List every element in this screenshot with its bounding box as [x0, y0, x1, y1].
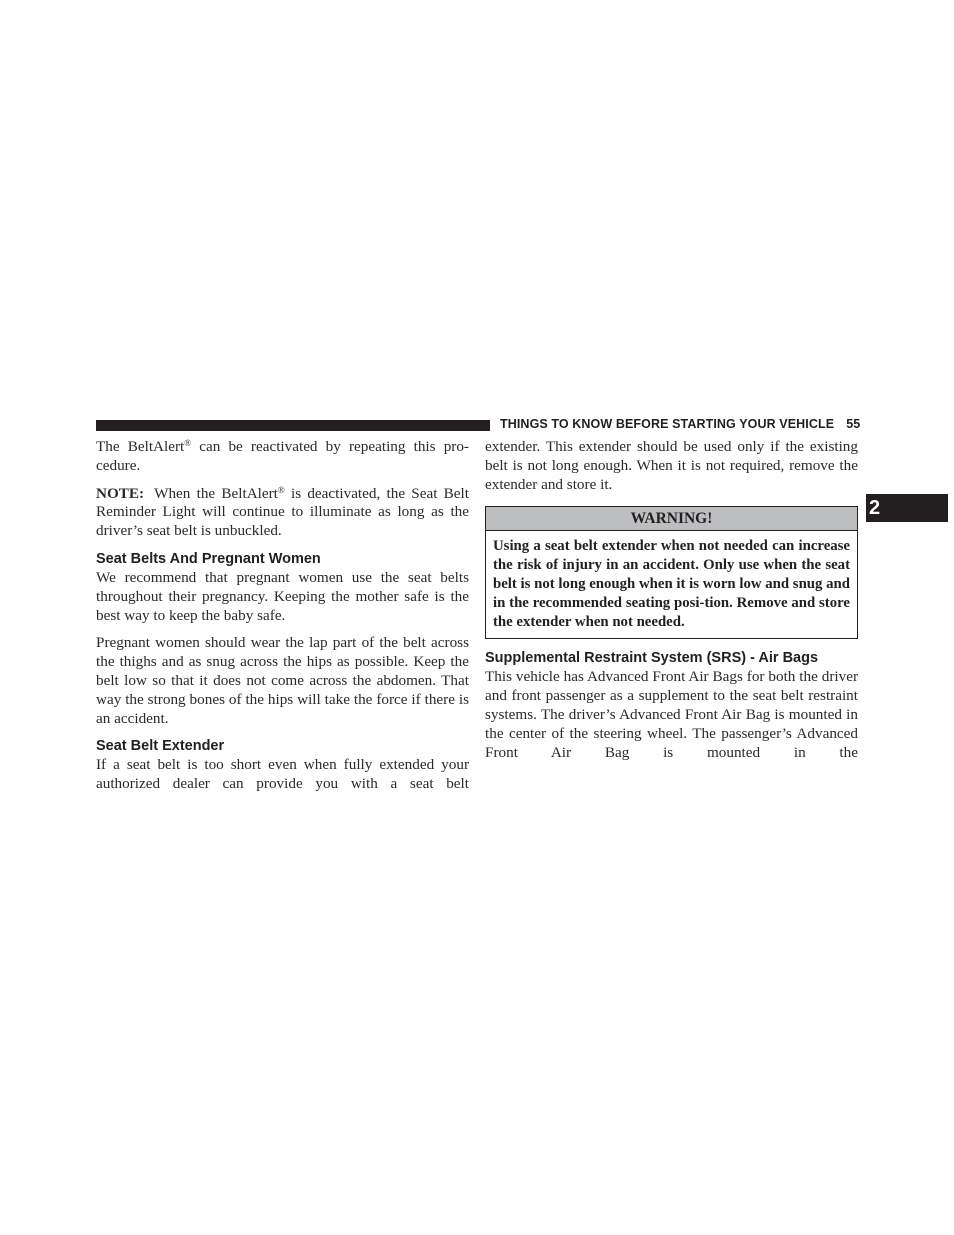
srs-paragraph: This vehicle has Advanced Front Air Bags for both the driver and front passenger as a supplement to the seat belt restraint systems. The driver’s Advanced Front Air Bag is mounted in the center of the steering wheel. The passenger’s Advanced Front Air Bag is mounted in the — [485, 668, 858, 761]
chapter-tab: 2 — [866, 494, 948, 522]
running-header — [500, 417, 861, 431]
heading-srs-air-bags: Supplemental Restraint System (SRS) - Air Bags — [485, 650, 819, 667]
pregnant-paragraph-2: Pregnant women should wear the lap part of the belt across the thighs and as snug across the hips as possible. Keep the belt low so that it does not come across the abdomen. That way the strong bones of the hips will take the force if there is an accident. — [96, 634, 469, 727]
extender-paragraph: If a seat belt is too short even when fully extended your authorized dealer can provide you with a seat belt — [96, 756, 469, 793]
warning-box — [485, 506, 858, 639]
left-column — [96, 438, 469, 794]
registered-mark: ® — [184, 438, 192, 448]
page-number: 55 — [846, 417, 861, 431]
registered-mark: ® — [277, 484, 285, 495]
header-rule — [96, 420, 490, 431]
note-paragraph: NOTE: When the BeltAlert® is deactivated, the Seat Belt Reminder Light will continue to illuminate as long as the driver’s seat belt is unbuckled. — [96, 484, 469, 540]
pregnant-paragraph-1: We recommend that pregnant women use the seat belts throughout their pregnancy. Keeping the mother safe is the best way to keep the baby safe. — [96, 568, 469, 624]
extender-paragraph-continued: extender. This extender should be used only if the existing belt is not long enough. When it is not required, remove the extender and store it. — [485, 438, 858, 493]
note-label: NOTE: — [96, 484, 145, 502]
heading-seat-belt-extender: Seat Belt Extender — [96, 738, 225, 755]
beltalert-reactivate-paragraph: The BeltAlert® can be reactivated by repeating this pro-cedure. — [96, 438, 469, 474]
section-title: THINGS TO KNOW BEFORE STARTING YOUR VEHICLE — [500, 417, 835, 431]
heading-pregnant-women: Seat Belts And Pregnant Women — [96, 550, 321, 567]
warning-title: WARNING! — [486, 507, 857, 531]
warning-text: Using a seat belt extender when not needed can increase the risk of injury in an accident. Only use when the seat belt is not long enough when it is worn low and snug and in the recommended seating posi-tion. Remove and store the extender when not needed. — [493, 538, 850, 630]
right-column — [485, 438, 858, 762]
